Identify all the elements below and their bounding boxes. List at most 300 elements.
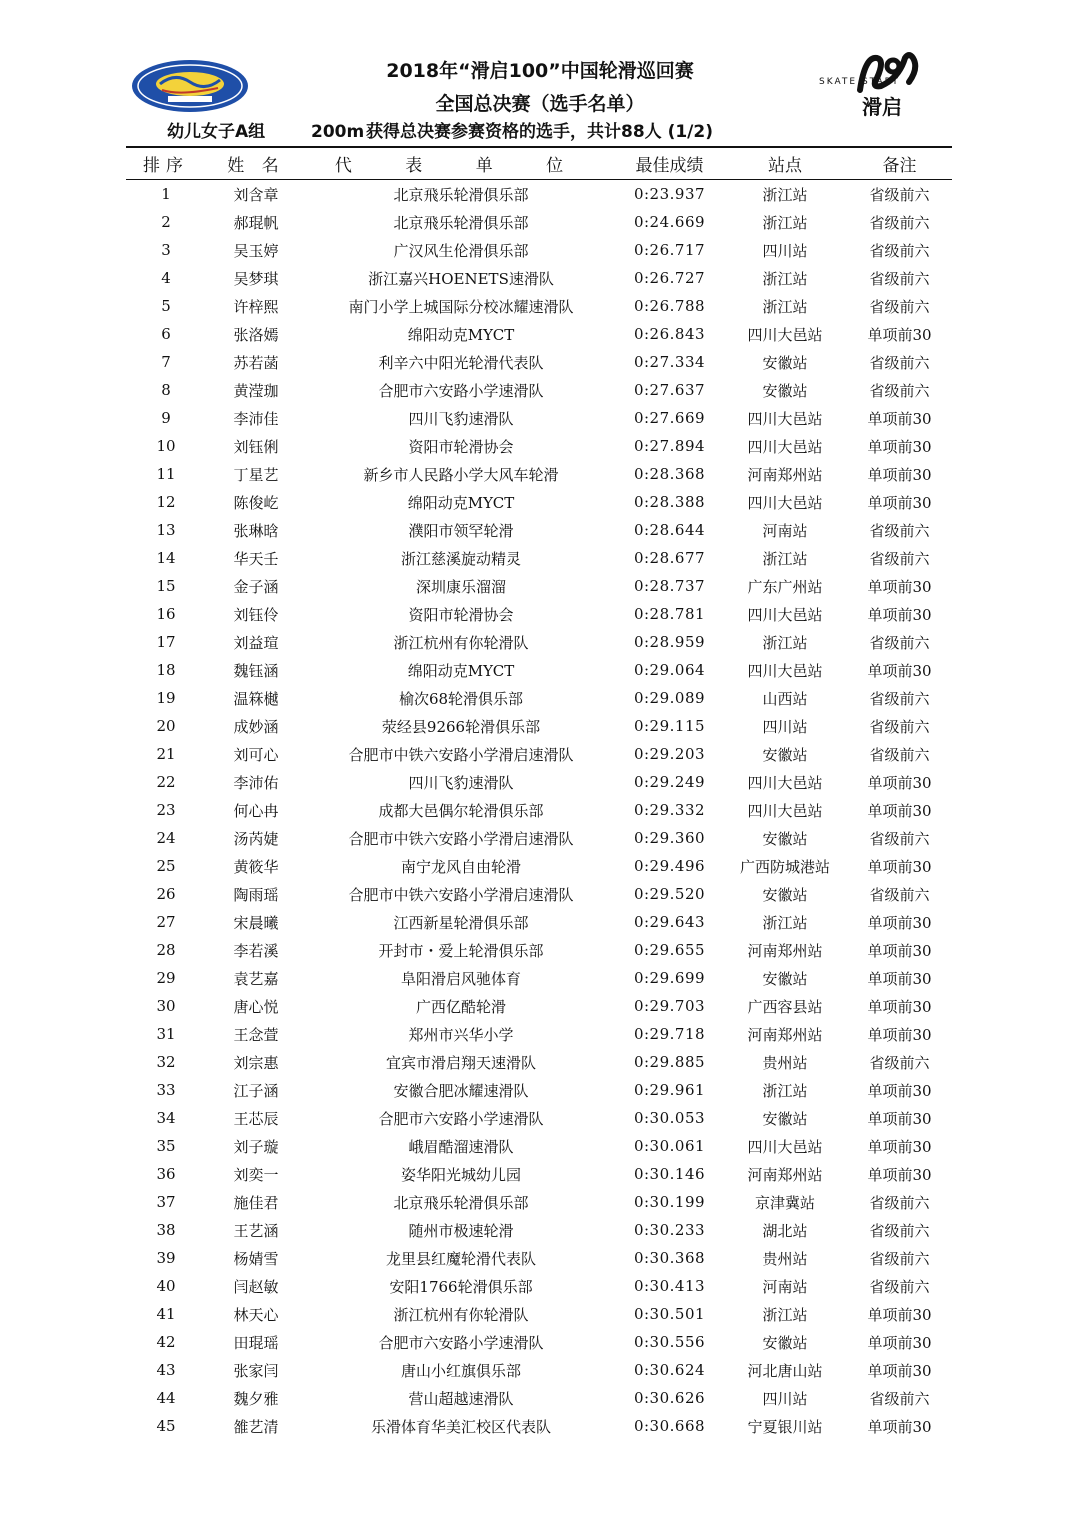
cell-best-time: 0:29.885 <box>633 1053 706 1071</box>
header-rank: 排序 <box>143 156 189 176</box>
cell-note: 单项前30 <box>867 577 932 596</box>
cell-station: 四川大邑站 <box>747 773 823 792</box>
cell-rank: 14 <box>156 549 176 567</box>
cell-rank: 25 <box>156 857 176 875</box>
cell-rank: 5 <box>161 297 171 315</box>
cell-rank: 32 <box>156 1053 176 1071</box>
cell-name: 施佳君 <box>233 1193 279 1212</box>
cell-best-time: 0:27.669 <box>633 409 706 427</box>
cell-station: 浙江站 <box>762 297 808 316</box>
cell-best-time: 0:29.655 <box>633 941 706 959</box>
cell-station: 河南郑州站 <box>747 1165 823 1184</box>
cell-name: 吴梦琪 <box>233 269 279 288</box>
cell-station: 四川大邑站 <box>747 437 823 456</box>
table-row <box>126 236 952 264</box>
cell-best-time: 0:28.644 <box>633 521 706 539</box>
table-row <box>126 572 952 600</box>
cell-station: 河南郑州站 <box>747 941 823 960</box>
cell-name: 丁星艺 <box>233 465 279 484</box>
cell-unit: 榆次68轮滑俱乐部 <box>398 689 524 708</box>
cell-name: 张家闫 <box>233 1361 279 1380</box>
cell-best-time: 0:29.961 <box>633 1081 706 1099</box>
group-label: 幼儿女子A组 <box>167 122 266 142</box>
table-row <box>126 516 952 544</box>
cell-note: 省级前六 <box>869 689 930 708</box>
cell-station: 浙江站 <box>762 213 808 232</box>
cell-note: 单项前30 <box>867 857 932 876</box>
cell-name: 许梓熙 <box>233 297 279 316</box>
cell-rank: 18 <box>156 661 176 679</box>
cell-unit: 姿华阳光城幼儿园 <box>400 1165 521 1184</box>
cell-best-time: 0:29.520 <box>633 885 706 903</box>
cell-station: 浙江站 <box>762 1081 808 1100</box>
cell-unit: 浙江嘉兴HOENETS速滑队 <box>368 269 554 288</box>
cell-best-time: 0:24.669 <box>633 213 706 231</box>
table-header <box>126 149 952 178</box>
cell-unit: 安徽合肥冰耀速滑队 <box>393 1081 529 1100</box>
cell-best-time: 0:29.064 <box>633 661 706 679</box>
cell-note: 单项前30 <box>867 1361 932 1380</box>
cell-note: 单项前30 <box>867 325 932 344</box>
table-row <box>126 768 952 796</box>
cell-name: 李沛佑 <box>233 773 279 792</box>
table-row <box>126 1328 952 1356</box>
cell-rank: 24 <box>156 829 176 847</box>
cell-rank: 44 <box>156 1389 176 1407</box>
cell-station: 安徽站 <box>762 1333 808 1352</box>
cell-note: 单项前30 <box>867 1305 932 1324</box>
cell-unit: 成都大邑偶尔轮滑俱乐部 <box>378 801 544 820</box>
cell-note: 单项前30 <box>867 437 932 456</box>
cell-unit: 四川飞豹速滑队 <box>408 773 514 792</box>
cell-note: 单项前30 <box>867 941 932 960</box>
cell-rank: 30 <box>156 997 176 1015</box>
cell-unit: 合肥市中铁六安路小学滑启速滑队 <box>348 829 574 848</box>
cell-unit: 阜阳滑启风驰体育 <box>400 969 521 988</box>
table-row <box>126 432 952 460</box>
cell-name: 张洛嫣 <box>233 325 279 344</box>
table-row <box>126 1104 952 1132</box>
cell-best-time: 0:28.737 <box>633 577 706 595</box>
cell-best-time: 0:29.699 <box>633 969 706 987</box>
cell-unit: 广西亿酷轮滑 <box>415 997 506 1016</box>
cell-note: 省级前六 <box>869 633 930 652</box>
table-row <box>126 488 952 516</box>
cell-rank: 16 <box>156 605 176 623</box>
cell-station: 浙江站 <box>762 633 808 652</box>
cell-name: 宋晨曦 <box>233 913 279 932</box>
table-row <box>126 1048 952 1076</box>
header-best-time: 最佳成绩 <box>635 156 704 176</box>
cell-unit: 合肥市中铁六安路小学滑启速滑队 <box>348 745 574 764</box>
cell-name: 江子涵 <box>233 1081 279 1100</box>
cell-station: 湖北站 <box>762 1221 808 1240</box>
cell-best-time: 0:23.937 <box>633 185 706 203</box>
cell-rank: 28 <box>156 941 176 959</box>
table-row <box>126 908 952 936</box>
cell-unit: 南宁龙风自由轮滑 <box>400 857 521 876</box>
cell-name: 成妙涵 <box>233 717 279 736</box>
cell-rank: 7 <box>161 353 171 371</box>
table-row <box>126 1188 952 1216</box>
cell-best-time: 0:27.894 <box>633 437 706 455</box>
table-row <box>126 460 952 488</box>
table-row <box>126 320 952 348</box>
cell-station: 安徽站 <box>762 353 808 372</box>
table-row <box>126 880 952 908</box>
brand-logo-chinese: 滑启 <box>862 95 902 119</box>
cell-station: 四川大邑站 <box>747 1137 823 1156</box>
cell-note: 单项前30 <box>867 1137 932 1156</box>
cell-name: 闫赵敏 <box>233 1277 279 1296</box>
cell-name: 刘益瑄 <box>233 633 279 652</box>
cell-station: 河北唐山站 <box>747 1361 823 1380</box>
table-row <box>126 992 952 1020</box>
cell-rank: 11 <box>156 465 176 483</box>
table-row <box>126 404 952 432</box>
cell-name: 雒艺清 <box>233 1417 279 1436</box>
cell-best-time: 0:30.501 <box>633 1305 706 1323</box>
cell-note: 单项前30 <box>867 1333 932 1352</box>
cell-note: 省级前六 <box>869 1221 930 1240</box>
cell-best-time: 0:30.233 <box>633 1221 706 1239</box>
cell-note: 省级前六 <box>869 1053 930 1072</box>
cell-best-time: 0:28.781 <box>633 605 706 623</box>
table-row <box>126 936 952 964</box>
cell-note: 单项前30 <box>867 969 932 988</box>
table-row <box>126 1412 952 1440</box>
cell-station: 四川大邑站 <box>747 661 823 680</box>
table-row <box>126 1300 952 1328</box>
cell-name: 黄筱华 <box>233 857 279 876</box>
cell-unit: 浙江杭州有你轮滑队 <box>393 1305 529 1324</box>
cell-note: 省级前六 <box>869 521 930 540</box>
cell-rank: 42 <box>156 1333 176 1351</box>
cell-name: 陈俊屹 <box>233 493 279 512</box>
cell-name: 苏若菡 <box>233 353 279 372</box>
cell-station: 安徽站 <box>762 745 808 764</box>
cell-note: 单项前30 <box>867 493 932 512</box>
cell-rank: 21 <box>156 745 176 763</box>
cell-unit: 广汉风生伦滑俱乐部 <box>393 241 529 260</box>
cell-best-time: 0:30.413 <box>633 1277 706 1295</box>
cell-best-time: 0:30.626 <box>633 1389 706 1407</box>
cell-rank: 6 <box>161 325 171 343</box>
cell-unit: 江西新星轮滑俱乐部 <box>393 913 529 932</box>
cell-unit: 利辛六中阳光轮滑代表队 <box>378 353 544 372</box>
cell-best-time: 0:30.668 <box>633 1417 706 1435</box>
cell-best-time: 0:29.703 <box>633 997 706 1015</box>
cell-rank: 45 <box>156 1417 176 1435</box>
cell-best-time: 0:27.637 <box>633 381 706 399</box>
cell-best-time: 0:26.788 <box>633 297 706 315</box>
cell-rank: 4 <box>161 269 171 287</box>
table-row <box>126 376 952 404</box>
cell-note: 省级前六 <box>869 1193 930 1212</box>
table-row <box>126 1272 952 1300</box>
cell-station: 安徽站 <box>762 969 808 988</box>
cell-best-time: 0:29.496 <box>633 857 706 875</box>
cell-station: 贵州站 <box>762 1053 808 1072</box>
cell-unit: 绵阳动克MYCT <box>407 661 515 680</box>
cell-note: 省级前六 <box>869 745 930 764</box>
cell-unit: 合肥市六安路小学速滑队 <box>378 381 544 400</box>
cell-note: 单项前30 <box>867 773 932 792</box>
table-row <box>126 712 952 740</box>
cell-note: 省级前六 <box>869 241 930 260</box>
cell-unit: 濮阳市领罕轮滑 <box>408 521 514 540</box>
cell-unit: 合肥市六安路小学速滑队 <box>378 1333 544 1352</box>
cell-best-time: 0:30.199 <box>633 1193 706 1211</box>
cell-note: 单项前30 <box>867 1081 932 1100</box>
cell-name: 王念萱 <box>233 1025 279 1044</box>
table-row <box>126 208 952 236</box>
cell-unit: 浙江杭州有你轮滑队 <box>393 633 529 652</box>
cell-rank: 26 <box>156 885 176 903</box>
cell-note: 单项前30 <box>867 801 932 820</box>
cell-unit: 龙里县红魔轮滑代表队 <box>385 1249 536 1268</box>
cell-name: 吴玉婷 <box>233 241 279 260</box>
table-row <box>126 1244 952 1272</box>
cell-rank: 31 <box>156 1025 176 1043</box>
cell-name: 张琳晗 <box>233 521 279 540</box>
table-row <box>126 1160 952 1188</box>
cell-rank: 19 <box>156 689 176 707</box>
cell-station: 贵州站 <box>762 1249 808 1268</box>
cell-station: 山西站 <box>762 689 808 708</box>
cell-name: 刘奕一 <box>233 1165 279 1184</box>
cell-note: 省级前六 <box>869 269 930 288</box>
cell-rank: 9 <box>161 409 171 427</box>
header-note: 备注 <box>882 156 917 176</box>
cell-name: 田琨瑶 <box>233 1333 279 1352</box>
cell-rank: 39 <box>156 1249 176 1267</box>
table-row <box>126 544 952 572</box>
cell-rank: 38 <box>156 1221 176 1239</box>
cell-station: 四川大邑站 <box>747 325 823 344</box>
cell-name: 黄滢珈 <box>233 381 279 400</box>
cell-best-time: 0:30.368 <box>633 1249 706 1267</box>
cell-unit: 深圳康乐溜溜 <box>415 577 506 596</box>
cell-note: 省级前六 <box>869 353 930 372</box>
cell-best-time: 0:28.959 <box>633 633 706 651</box>
cell-unit: 开封市・爱上轮滑俱乐部 <box>378 941 544 960</box>
cell-station: 浙江站 <box>762 913 808 932</box>
table-row <box>126 964 952 992</box>
cell-unit: 营山超越速滑队 <box>408 1389 514 1408</box>
cell-station: 安徽站 <box>762 829 808 848</box>
table-row <box>126 292 952 320</box>
cell-best-time: 0:26.843 <box>633 325 706 343</box>
cell-station: 河南站 <box>762 1277 808 1296</box>
cell-station: 宁夏银川站 <box>747 1417 823 1436</box>
cell-note: 省级前六 <box>869 717 930 736</box>
cell-best-time: 0:28.388 <box>633 493 706 511</box>
table-row <box>126 684 952 712</box>
cell-name: 杨婧雪 <box>233 1249 279 1268</box>
cell-station: 广西容县站 <box>747 997 823 1016</box>
cell-rank: 27 <box>156 913 176 931</box>
cell-rank: 34 <box>156 1109 176 1127</box>
cell-unit: 随州市极速轮滑 <box>408 1221 514 1240</box>
cell-station: 安徽站 <box>762 885 808 904</box>
cell-note: 省级前六 <box>869 213 930 232</box>
table-row <box>126 348 952 376</box>
cell-note: 单项前30 <box>867 1417 932 1436</box>
cell-note: 省级前六 <box>869 1389 930 1408</box>
cell-note: 单项前30 <box>867 1165 932 1184</box>
cell-best-time: 0:29.089 <box>633 689 706 707</box>
cell-name: 汤芮婕 <box>233 829 279 848</box>
cell-rank: 40 <box>156 1277 176 1295</box>
cell-station: 四川站 <box>762 1389 808 1408</box>
table-row <box>126 824 952 852</box>
cell-name: 陶雨瑶 <box>233 885 279 904</box>
qualification-description: 获得总决赛参赛资格的选手，共计88人 (1/2) <box>366 122 713 142</box>
cell-rank: 17 <box>156 633 176 651</box>
cell-name: 刘含章 <box>233 185 279 204</box>
cell-rank: 29 <box>156 969 176 987</box>
cell-note: 省级前六 <box>869 1249 930 1268</box>
cell-note: 省级前六 <box>869 185 930 204</box>
cell-unit: 四川飞豹速滑队 <box>408 409 514 428</box>
cell-rank: 8 <box>161 381 171 399</box>
table-row <box>126 600 952 628</box>
cell-station: 四川站 <box>762 241 808 260</box>
cell-name: 袁艺嘉 <box>233 969 279 988</box>
table-row <box>126 1076 952 1104</box>
cell-unit: 合肥市六安路小学速滑队 <box>378 1109 544 1128</box>
cell-rank: 3 <box>161 241 171 259</box>
cell-note: 单项前30 <box>867 1109 932 1128</box>
cell-unit: 南门小学上城国际分校冰耀速滑队 <box>348 297 574 316</box>
header-name: 姓 名 <box>227 156 285 176</box>
cell-best-time: 0:29.718 <box>633 1025 706 1043</box>
cell-station: 四川大邑站 <box>747 409 823 428</box>
cell-best-time: 0:30.061 <box>633 1137 706 1155</box>
cell-rank: 33 <box>156 1081 176 1099</box>
distance-label: 200m <box>311 122 365 142</box>
table-top-rule <box>126 146 952 148</box>
cell-rank: 35 <box>156 1137 176 1155</box>
cell-note: 单项前30 <box>867 997 932 1016</box>
cell-best-time: 0:29.115 <box>633 717 706 735</box>
brand-logo-text: SKATE START <box>819 77 900 87</box>
table-row <box>126 740 952 768</box>
cell-unit: 北京飛乐轮滑俱乐部 <box>393 185 529 204</box>
cell-station: 四川大邑站 <box>747 493 823 512</box>
cell-rank: 12 <box>156 493 176 511</box>
header-station: 站点 <box>768 156 802 176</box>
cell-best-time: 0:26.727 <box>633 269 706 287</box>
document-title: 2018年“滑启100”中国轮滑巡回赛 <box>386 60 694 82</box>
table-row <box>126 1384 952 1412</box>
cell-unit: 郑州市兴华小学 <box>408 1025 514 1044</box>
cell-name: 温箖樾 <box>233 689 279 708</box>
cell-station: 河南郑州站 <box>747 465 823 484</box>
table-row <box>126 264 952 292</box>
cell-unit: 北京飛乐轮滑俱乐部 <box>393 213 529 232</box>
cell-rank: 2 <box>161 213 171 231</box>
cell-best-time: 0:30.624 <box>633 1361 706 1379</box>
cell-name: 金子涵 <box>233 577 279 596</box>
cell-station: 浙江站 <box>762 185 808 204</box>
cell-name: 刘钰俐 <box>233 437 279 456</box>
cell-rank: 15 <box>156 577 176 595</box>
cell-unit: 新乡市人民路小学大风车轮滑 <box>363 465 559 484</box>
cell-rank: 36 <box>156 1165 176 1183</box>
cell-best-time: 0:26.717 <box>633 241 706 259</box>
table-row <box>126 1216 952 1244</box>
cell-rank: 1 <box>161 185 171 203</box>
cell-station: 京津冀站 <box>754 1193 815 1212</box>
table-row <box>126 1020 952 1048</box>
cell-rank: 43 <box>156 1361 176 1379</box>
cell-rank: 37 <box>156 1193 176 1211</box>
cell-name: 华天壬 <box>233 549 279 568</box>
cell-name: 刘宗惠 <box>233 1053 279 1072</box>
cell-station: 广东广州站 <box>747 577 823 596</box>
cell-note: 单项前30 <box>867 409 932 428</box>
cell-best-time: 0:28.368 <box>633 465 706 483</box>
cell-station: 安徽站 <box>762 1109 808 1128</box>
cell-best-time: 0:28.677 <box>633 549 706 567</box>
cell-name: 郝琨帆 <box>233 213 279 232</box>
cell-rank: 13 <box>156 521 176 539</box>
cell-station: 浙江站 <box>762 549 808 568</box>
cell-rank: 20 <box>156 717 176 735</box>
cell-unit: 资阳市轮滑协会 <box>408 605 514 624</box>
cell-unit: 绵阳动克MYCT <box>407 493 515 512</box>
table-row <box>126 796 952 824</box>
cell-name: 何心冉 <box>233 801 279 820</box>
cell-station: 浙江站 <box>762 1305 808 1324</box>
cell-station: 四川大邑站 <box>747 801 823 820</box>
cell-note: 省级前六 <box>869 549 930 568</box>
cell-best-time: 0:29.332 <box>633 801 706 819</box>
cell-unit: 乐滑体育华美汇校区代表队 <box>370 1417 551 1436</box>
cell-name: 王艺涵 <box>233 1221 279 1240</box>
cell-name: 魏夕雅 <box>233 1389 279 1408</box>
cell-station: 四川站 <box>762 717 808 736</box>
cell-rank: 10 <box>156 437 176 455</box>
cell-rank: 23 <box>156 801 176 819</box>
cell-name: 李沛佳 <box>233 409 279 428</box>
cell-best-time: 0:30.556 <box>633 1333 706 1351</box>
cell-best-time: 0:29.643 <box>633 913 706 931</box>
cell-station: 安徽站 <box>762 381 808 400</box>
cell-name: 李若溪 <box>233 941 279 960</box>
cell-name: 王芯辰 <box>233 1109 279 1128</box>
cell-unit: 合肥市中铁六安路小学滑启速滑队 <box>348 885 574 904</box>
cell-note: 单项前30 <box>867 913 932 932</box>
table-row <box>126 1132 952 1160</box>
cell-unit: 荥经县9266轮滑俱乐部 <box>381 717 541 736</box>
cell-note: 省级前六 <box>869 381 930 400</box>
cell-unit: 安阳1766轮滑俱乐部 <box>389 1277 533 1296</box>
cell-station: 广西防城港站 <box>739 857 830 876</box>
cell-note: 省级前六 <box>869 1277 930 1296</box>
table-row <box>126 1356 952 1384</box>
cell-rank: 41 <box>156 1305 176 1323</box>
cell-station: 四川大邑站 <box>747 605 823 624</box>
cell-note: 单项前30 <box>867 1025 932 1044</box>
cell-best-time: 0:30.053 <box>633 1109 706 1127</box>
cell-name: 林天心 <box>233 1305 279 1324</box>
cell-unit: 唐山小红旗俱乐部 <box>400 1361 521 1380</box>
cell-unit: 浙江慈溪旋动精灵 <box>400 549 521 568</box>
cell-name: 唐心悦 <box>233 997 279 1016</box>
